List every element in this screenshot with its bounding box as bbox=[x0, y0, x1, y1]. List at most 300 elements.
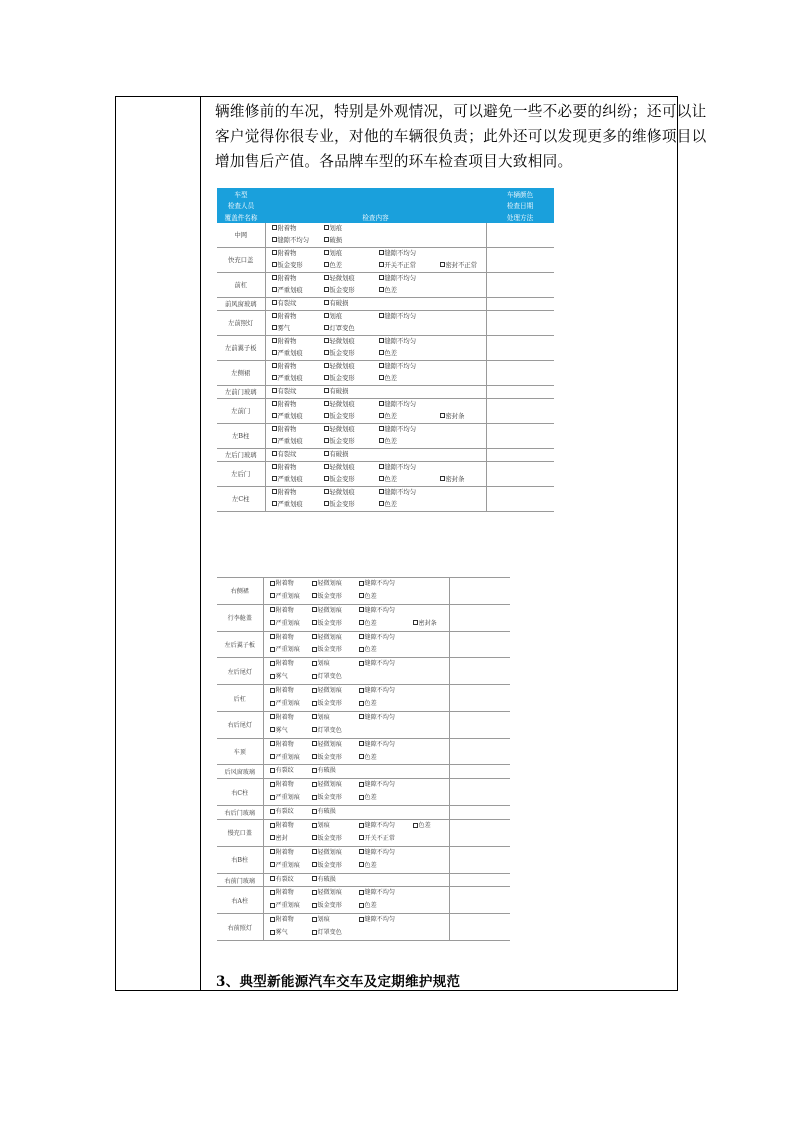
checkbox-option[interactable] bbox=[272, 474, 303, 486]
checkbox-icon[interactable] bbox=[312, 795, 317, 800]
checkbox-icon[interactable] bbox=[379, 275, 384, 280]
handling-method-cell[interactable] bbox=[449, 578, 510, 604]
checkbox-option[interactable] bbox=[312, 792, 342, 805]
checkbox-icon[interactable] bbox=[272, 388, 277, 393]
checkbox-option[interactable] bbox=[379, 424, 416, 436]
handling-method-cell[interactable] bbox=[486, 385, 554, 398]
handling-method-cell[interactable] bbox=[486, 461, 554, 486]
checkbox-icon[interactable] bbox=[272, 451, 277, 456]
checkbox-icon[interactable] bbox=[272, 438, 277, 443]
checkbox-option[interactable] bbox=[359, 644, 377, 657]
checkbox-icon[interactable] bbox=[270, 593, 275, 598]
checkbox-icon[interactable] bbox=[359, 849, 364, 854]
checkbox-option[interactable] bbox=[312, 752, 342, 765]
checkbox-icon[interactable] bbox=[312, 917, 317, 922]
handling-method-cell[interactable] bbox=[449, 820, 510, 847]
checkbox-icon[interactable] bbox=[270, 647, 275, 652]
checkbox-option[interactable] bbox=[270, 632, 294, 645]
checkbox-option[interactable] bbox=[359, 658, 395, 671]
checkbox-option[interactable] bbox=[324, 373, 355, 385]
checkbox-icon[interactable] bbox=[324, 401, 329, 406]
checkbox-icon[interactable] bbox=[272, 375, 277, 380]
checkbox-option[interactable] bbox=[359, 578, 395, 591]
checkbox-icon[interactable] bbox=[272, 350, 277, 355]
checkbox-option[interactable] bbox=[272, 348, 303, 360]
checkbox-option[interactable] bbox=[270, 874, 294, 887]
checkbox-icon[interactable] bbox=[312, 661, 317, 666]
checkbox-icon[interactable] bbox=[324, 300, 329, 305]
handling-method-cell[interactable] bbox=[449, 738, 510, 765]
checkbox-icon[interactable] bbox=[270, 727, 275, 732]
checkbox-option[interactable] bbox=[270, 658, 294, 671]
checkbox-option[interactable] bbox=[379, 336, 416, 348]
checkbox-icon[interactable] bbox=[324, 501, 329, 506]
checkbox-option[interactable] bbox=[312, 605, 342, 618]
checkbox-option[interactable] bbox=[379, 361, 416, 373]
checkbox-icon[interactable] bbox=[324, 338, 329, 343]
checkbox-icon[interactable] bbox=[312, 688, 317, 693]
checkbox-option[interactable] bbox=[312, 644, 342, 657]
checkbox-option[interactable] bbox=[270, 860, 300, 873]
checkbox-icon[interactable] bbox=[270, 862, 275, 867]
checkbox-option[interactable] bbox=[359, 591, 377, 604]
checkbox-option[interactable] bbox=[270, 887, 294, 900]
checkbox-option[interactable] bbox=[272, 449, 297, 461]
checkbox-option[interactable] bbox=[270, 739, 294, 752]
checkbox-icon[interactable] bbox=[324, 313, 329, 318]
checkbox-option[interactable] bbox=[324, 235, 343, 247]
checkbox-option[interactable] bbox=[413, 618, 437, 631]
checkbox-option[interactable] bbox=[270, 752, 300, 765]
checkbox-option[interactable] bbox=[324, 248, 343, 260]
checkbox-option[interactable] bbox=[270, 765, 294, 778]
checkbox-option[interactable] bbox=[270, 578, 294, 591]
checkbox-option[interactable] bbox=[312, 779, 342, 792]
checkbox-icon[interactable] bbox=[324, 225, 329, 230]
checkbox-icon[interactable] bbox=[270, 795, 275, 800]
checkbox-option[interactable] bbox=[270, 792, 300, 805]
checkbox-option[interactable] bbox=[312, 578, 342, 591]
checkbox-option[interactable] bbox=[270, 914, 294, 927]
checkbox-icon[interactable] bbox=[379, 501, 384, 506]
checkbox-icon[interactable] bbox=[272, 237, 277, 242]
handling-method-cell[interactable] bbox=[486, 297, 554, 310]
checkbox-option[interactable] bbox=[379, 348, 398, 360]
checkbox-option[interactable] bbox=[272, 361, 297, 373]
checkbox-icon[interactable] bbox=[312, 782, 317, 787]
checkbox-option[interactable] bbox=[359, 900, 377, 913]
handling-method-cell[interactable] bbox=[486, 398, 554, 423]
checkbox-option[interactable] bbox=[312, 591, 342, 604]
checkbox-option[interactable] bbox=[359, 698, 377, 711]
checkbox-option[interactable] bbox=[312, 658, 330, 671]
checkbox-icon[interactable] bbox=[312, 674, 317, 679]
checkbox-icon[interactable] bbox=[312, 862, 317, 867]
checkbox-icon[interactable] bbox=[359, 795, 364, 800]
checkbox-option[interactable] bbox=[312, 847, 342, 860]
checkbox-icon[interactable] bbox=[312, 581, 317, 586]
checkbox-option[interactable] bbox=[312, 671, 342, 684]
checkbox-icon[interactable] bbox=[413, 823, 418, 828]
checkbox-option[interactable] bbox=[379, 474, 398, 486]
checkbox-option[interactable] bbox=[324, 223, 343, 235]
checkbox-icon[interactable] bbox=[379, 338, 384, 343]
checkbox-icon[interactable] bbox=[324, 464, 329, 469]
checkbox-icon[interactable] bbox=[379, 262, 384, 267]
checkbox-option[interactable] bbox=[312, 914, 330, 927]
checkbox-option[interactable] bbox=[270, 833, 288, 846]
checkbox-option[interactable] bbox=[270, 618, 300, 631]
checkbox-option[interactable] bbox=[324, 285, 355, 297]
checkbox-option[interactable] bbox=[324, 436, 355, 448]
checkbox-icon[interactable] bbox=[379, 476, 384, 481]
checkbox-icon[interactable] bbox=[312, 727, 317, 732]
handling-method-cell[interactable] bbox=[486, 335, 554, 360]
checkbox-option[interactable] bbox=[379, 260, 416, 272]
handling-method-cell[interactable] bbox=[449, 658, 510, 685]
checkbox-icon[interactable] bbox=[270, 634, 275, 639]
handling-method-cell[interactable] bbox=[449, 887, 510, 914]
checkbox-icon[interactable] bbox=[272, 287, 277, 292]
checkbox-icon[interactable] bbox=[272, 501, 277, 506]
checkbox-icon[interactable] bbox=[359, 823, 364, 828]
checkbox-icon[interactable] bbox=[270, 754, 275, 759]
checkbox-option[interactable] bbox=[312, 765, 336, 778]
checkbox-icon[interactable] bbox=[270, 849, 275, 854]
checkbox-icon[interactable] bbox=[379, 438, 384, 443]
checkbox-option[interactable] bbox=[312, 739, 342, 752]
handling-method-cell[interactable] bbox=[486, 423, 554, 448]
checkbox-option[interactable] bbox=[270, 671, 288, 684]
checkbox-option[interactable] bbox=[324, 336, 355, 348]
handling-method-cell[interactable] bbox=[486, 448, 554, 461]
checkbox-option[interactable] bbox=[272, 487, 297, 499]
checkbox-option[interactable] bbox=[379, 248, 416, 260]
checkbox-option[interactable] bbox=[312, 725, 342, 738]
checkbox-option[interactable] bbox=[359, 779, 395, 792]
checkbox-option[interactable] bbox=[272, 323, 291, 335]
checkbox-option[interactable] bbox=[379, 487, 416, 499]
checkbox-icon[interactable] bbox=[312, 620, 317, 625]
checkbox-option[interactable] bbox=[272, 285, 303, 297]
handling-method-cell[interactable] bbox=[486, 223, 554, 248]
checkbox-icon[interactable] bbox=[312, 809, 317, 814]
checkbox-icon[interactable] bbox=[379, 350, 384, 355]
handling-method-cell[interactable] bbox=[486, 486, 554, 511]
checkbox-icon[interactable] bbox=[359, 620, 364, 625]
checkbox-icon[interactable] bbox=[324, 237, 329, 242]
checkbox-icon[interactable] bbox=[324, 262, 329, 267]
checkbox-icon[interactable] bbox=[359, 917, 364, 922]
checkbox-icon[interactable] bbox=[270, 809, 275, 814]
checkbox-icon[interactable] bbox=[359, 688, 364, 693]
checkbox-option[interactable] bbox=[324, 311, 343, 323]
checkbox-option[interactable] bbox=[324, 386, 349, 398]
checkbox-option[interactable] bbox=[272, 311, 297, 323]
checkbox-option[interactable] bbox=[440, 474, 465, 486]
checkbox-option[interactable] bbox=[379, 462, 416, 474]
checkbox-option[interactable] bbox=[324, 361, 355, 373]
checkbox-icon[interactable] bbox=[312, 903, 317, 908]
checkbox-option[interactable] bbox=[359, 833, 395, 846]
checkbox-option[interactable] bbox=[324, 487, 355, 499]
checkbox-icon[interactable] bbox=[324, 438, 329, 443]
checkbox-option[interactable] bbox=[359, 860, 377, 873]
checkbox-option[interactable] bbox=[272, 436, 303, 448]
handling-method-cell[interactable] bbox=[486, 360, 554, 385]
checkbox-option[interactable] bbox=[379, 411, 398, 423]
checkbox-option[interactable] bbox=[324, 462, 355, 474]
checkbox-icon[interactable] bbox=[270, 930, 275, 935]
checkbox-option[interactable] bbox=[379, 373, 398, 385]
handling-method-cell[interactable] bbox=[449, 873, 510, 887]
handling-method-cell[interactable] bbox=[486, 272, 554, 297]
checkbox-icon[interactable] bbox=[270, 741, 275, 746]
checkbox-option[interactable] bbox=[324, 474, 355, 486]
checkbox-option[interactable] bbox=[359, 914, 395, 927]
checkbox-option[interactable] bbox=[359, 605, 395, 618]
checkbox-icon[interactable] bbox=[324, 476, 329, 481]
checkbox-option[interactable] bbox=[270, 698, 300, 711]
checkbox-icon[interactable] bbox=[359, 634, 364, 639]
checkbox-icon[interactable] bbox=[272, 300, 277, 305]
handling-method-cell[interactable] bbox=[449, 846, 510, 873]
checkbox-option[interactable] bbox=[270, 806, 294, 819]
checkbox-icon[interactable] bbox=[312, 647, 317, 652]
checkbox-option[interactable] bbox=[312, 712, 330, 725]
checkbox-icon[interactable] bbox=[312, 701, 317, 706]
checkbox-option[interactable] bbox=[440, 411, 465, 423]
checkbox-option[interactable] bbox=[272, 399, 297, 411]
checkbox-icon[interactable] bbox=[359, 862, 364, 867]
checkbox-icon[interactable] bbox=[272, 313, 277, 318]
checkbox-icon[interactable] bbox=[272, 325, 277, 330]
checkbox-option[interactable] bbox=[324, 323, 355, 335]
checkbox-icon[interactable] bbox=[312, 768, 317, 773]
checkbox-icon[interactable] bbox=[312, 876, 317, 881]
checkbox-icon[interactable] bbox=[272, 275, 277, 280]
checkbox-option[interactable] bbox=[312, 685, 342, 698]
checkbox-option[interactable] bbox=[413, 820, 431, 833]
checkbox-icon[interactable] bbox=[270, 903, 275, 908]
checkbox-icon[interactable] bbox=[312, 714, 317, 719]
checkbox-option[interactable] bbox=[270, 685, 294, 698]
checkbox-icon[interactable] bbox=[359, 754, 364, 759]
checkbox-option[interactable] bbox=[312, 698, 342, 711]
checkbox-option[interactable] bbox=[379, 273, 416, 285]
checkbox-icon[interactable] bbox=[324, 250, 329, 255]
checkbox-icon[interactable] bbox=[272, 250, 277, 255]
checkbox-option[interactable] bbox=[272, 260, 303, 272]
checkbox-icon[interactable] bbox=[270, 890, 275, 895]
handling-method-cell[interactable] bbox=[449, 631, 510, 658]
checkbox-option[interactable] bbox=[324, 260, 343, 272]
checkbox-icon[interactable] bbox=[272, 363, 277, 368]
checkbox-icon[interactable] bbox=[270, 701, 275, 706]
checkbox-icon[interactable] bbox=[359, 581, 364, 586]
checkbox-option[interactable] bbox=[324, 298, 349, 310]
checkbox-option[interactable] bbox=[270, 712, 294, 725]
checkbox-icon[interactable] bbox=[379, 287, 384, 292]
checkbox-icon[interactable] bbox=[312, 754, 317, 759]
checkbox-option[interactable] bbox=[312, 900, 342, 913]
checkbox-option[interactable] bbox=[270, 725, 288, 738]
checkbox-option[interactable] bbox=[272, 235, 309, 247]
handling-method-cell[interactable] bbox=[486, 247, 554, 272]
checkbox-option[interactable] bbox=[272, 223, 297, 235]
checkbox-option[interactable] bbox=[272, 336, 297, 348]
checkbox-icon[interactable] bbox=[379, 363, 384, 368]
checkbox-icon[interactable] bbox=[272, 464, 277, 469]
checkbox-icon[interactable] bbox=[270, 607, 275, 612]
handling-method-cell[interactable] bbox=[486, 310, 554, 335]
checkbox-icon[interactable] bbox=[359, 835, 364, 840]
checkbox-icon[interactable] bbox=[270, 688, 275, 693]
checkbox-icon[interactable] bbox=[359, 661, 364, 666]
checkbox-icon[interactable] bbox=[440, 413, 445, 418]
checkbox-icon[interactable] bbox=[440, 262, 445, 267]
checkbox-icon[interactable] bbox=[359, 714, 364, 719]
checkbox-icon[interactable] bbox=[270, 674, 275, 679]
checkbox-option[interactable] bbox=[359, 792, 377, 805]
checkbox-icon[interactable] bbox=[440, 476, 445, 481]
checkbox-option[interactable] bbox=[312, 618, 342, 631]
checkbox-option[interactable] bbox=[312, 833, 342, 846]
checkbox-option[interactable] bbox=[379, 436, 398, 448]
checkbox-option[interactable] bbox=[359, 887, 395, 900]
checkbox-option[interactable] bbox=[312, 820, 330, 833]
checkbox-option[interactable] bbox=[359, 739, 395, 752]
checkbox-icon[interactable] bbox=[270, 835, 275, 840]
checkbox-option[interactable] bbox=[270, 591, 300, 604]
checkbox-option[interactable] bbox=[379, 285, 398, 297]
checkbox-icon[interactable] bbox=[272, 476, 277, 481]
checkbox-option[interactable] bbox=[324, 411, 355, 423]
checkbox-option[interactable] bbox=[359, 618, 377, 631]
checkbox-icon[interactable] bbox=[379, 489, 384, 494]
checkbox-option[interactable] bbox=[359, 847, 395, 860]
checkbox-option[interactable] bbox=[359, 752, 377, 765]
checkbox-option[interactable] bbox=[312, 632, 342, 645]
checkbox-icon[interactable] bbox=[324, 325, 329, 330]
checkbox-option[interactable] bbox=[379, 499, 398, 511]
checkbox-option[interactable] bbox=[312, 874, 336, 887]
checkbox-option[interactable] bbox=[270, 927, 288, 940]
checkbox-icon[interactable] bbox=[324, 388, 329, 393]
checkbox-icon[interactable] bbox=[324, 350, 329, 355]
checkbox-icon[interactable] bbox=[312, 593, 317, 598]
checkbox-icon[interactable] bbox=[270, 823, 275, 828]
checkbox-icon[interactable] bbox=[379, 464, 384, 469]
checkbox-icon[interactable] bbox=[312, 634, 317, 639]
checkbox-icon[interactable] bbox=[312, 741, 317, 746]
checkbox-icon[interactable] bbox=[272, 489, 277, 494]
checkbox-option[interactable] bbox=[270, 847, 294, 860]
checkbox-option[interactable] bbox=[324, 273, 355, 285]
checkbox-option[interactable] bbox=[270, 644, 300, 657]
checkbox-icon[interactable] bbox=[379, 250, 384, 255]
checkbox-icon[interactable] bbox=[324, 363, 329, 368]
checkbox-icon[interactable] bbox=[270, 581, 275, 586]
checkbox-option[interactable] bbox=[272, 424, 297, 436]
checkbox-icon[interactable] bbox=[312, 849, 317, 854]
checkbox-icon[interactable] bbox=[272, 413, 277, 418]
checkbox-icon[interactable] bbox=[379, 313, 384, 318]
checkbox-icon[interactable] bbox=[324, 426, 329, 431]
checkbox-option[interactable] bbox=[359, 820, 395, 833]
checkbox-icon[interactable] bbox=[324, 275, 329, 280]
checkbox-icon[interactable] bbox=[272, 426, 277, 431]
checkbox-option[interactable] bbox=[312, 806, 336, 819]
handling-method-cell[interactable] bbox=[449, 711, 510, 738]
checkbox-option[interactable] bbox=[272, 273, 297, 285]
checkbox-icon[interactable] bbox=[324, 287, 329, 292]
checkbox-option[interactable] bbox=[359, 685, 395, 698]
checkbox-icon[interactable] bbox=[270, 768, 275, 773]
checkbox-icon[interactable] bbox=[379, 401, 384, 406]
checkbox-icon[interactable] bbox=[324, 413, 329, 418]
checkbox-icon[interactable] bbox=[359, 890, 364, 895]
checkbox-option[interactable] bbox=[324, 449, 349, 461]
checkbox-icon[interactable] bbox=[270, 782, 275, 787]
checkbox-option[interactable] bbox=[270, 900, 300, 913]
checkbox-icon[interactable] bbox=[379, 375, 384, 380]
checkbox-icon[interactable] bbox=[312, 823, 317, 828]
checkbox-option[interactable] bbox=[359, 632, 395, 645]
checkbox-icon[interactable] bbox=[270, 661, 275, 666]
checkbox-icon[interactable] bbox=[379, 413, 384, 418]
checkbox-icon[interactable] bbox=[324, 375, 329, 380]
checkbox-option[interactable] bbox=[270, 820, 294, 833]
checkbox-option[interactable] bbox=[270, 605, 294, 618]
checkbox-icon[interactable] bbox=[359, 782, 364, 787]
checkbox-icon[interactable] bbox=[312, 890, 317, 895]
checkbox-icon[interactable] bbox=[270, 620, 275, 625]
checkbox-icon[interactable] bbox=[359, 701, 364, 706]
checkbox-option[interactable] bbox=[272, 248, 297, 260]
checkbox-option[interactable] bbox=[440, 260, 477, 272]
checkbox-option[interactable] bbox=[312, 887, 342, 900]
handling-method-cell[interactable] bbox=[449, 806, 510, 820]
checkbox-icon[interactable] bbox=[270, 917, 275, 922]
handling-method-cell[interactable] bbox=[449, 779, 510, 806]
checkbox-icon[interactable] bbox=[270, 876, 275, 881]
checkbox-icon[interactable] bbox=[413, 620, 418, 625]
checkbox-option[interactable] bbox=[379, 311, 416, 323]
checkbox-icon[interactable] bbox=[312, 930, 317, 935]
checkbox-option[interactable] bbox=[272, 462, 297, 474]
handling-method-cell[interactable] bbox=[449, 914, 510, 941]
checkbox-icon[interactable] bbox=[359, 903, 364, 908]
handling-method-cell[interactable] bbox=[449, 685, 510, 712]
checkbox-option[interactable] bbox=[272, 386, 297, 398]
handling-method-cell[interactable] bbox=[449, 765, 510, 779]
checkbox-icon[interactable] bbox=[272, 225, 277, 230]
checkbox-option[interactable] bbox=[324, 399, 355, 411]
handling-method-cell[interactable] bbox=[449, 604, 510, 631]
checkbox-option[interactable] bbox=[324, 499, 355, 511]
checkbox-option[interactable] bbox=[272, 298, 297, 310]
checkbox-option[interactable] bbox=[312, 927, 342, 940]
checkbox-option[interactable] bbox=[379, 399, 416, 411]
checkbox-icon[interactable] bbox=[312, 607, 317, 612]
checkbox-option[interactable] bbox=[270, 779, 294, 792]
checkbox-icon[interactable] bbox=[379, 426, 384, 431]
checkbox-icon[interactable] bbox=[272, 338, 277, 343]
checkbox-icon[interactable] bbox=[359, 607, 364, 612]
checkbox-icon[interactable] bbox=[270, 714, 275, 719]
checkbox-option[interactable] bbox=[312, 860, 342, 873]
